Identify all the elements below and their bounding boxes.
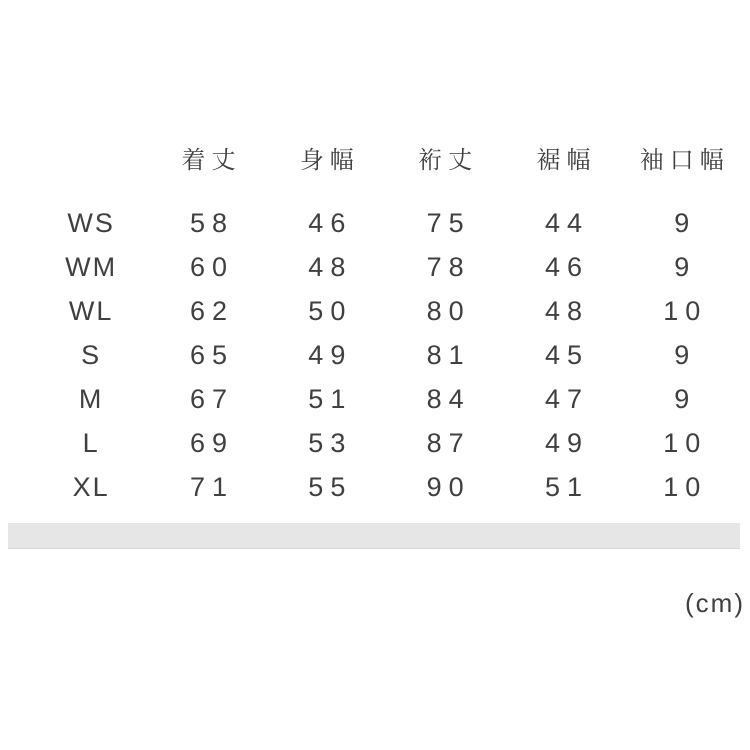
value-cell: 48 (308, 251, 353, 282)
value-cell: 45 (544, 339, 589, 370)
value-cell: 55 (308, 471, 353, 502)
table-row-s (31, 333, 741, 377)
value-cell: 10 (663, 427, 708, 458)
value-cell: 87 (426, 427, 471, 458)
size-label-wl: WL (68, 295, 114, 326)
value-cell: 49 (544, 427, 589, 458)
table-header-row (31, 133, 741, 181)
value-cell: 51 (544, 471, 589, 502)
table-body (31, 201, 741, 509)
table-row-wl (31, 289, 741, 333)
size-label-wm: WM (65, 251, 118, 282)
value-cell: 10 (663, 295, 708, 326)
value-cell: 65 (189, 339, 235, 370)
value-cell: 67 (189, 383, 235, 414)
value-cell: 69 (189, 427, 235, 458)
value-cell: 10 (663, 471, 708, 502)
value-cell: 75 (426, 207, 471, 238)
value-cell: 9 (674, 339, 697, 370)
value-cell: 78 (426, 251, 471, 282)
size-label-ws: WS (67, 207, 115, 238)
table-row-l (31, 421, 741, 465)
column-header-3: 裾幅 (536, 146, 597, 174)
value-cell: 62 (189, 295, 235, 326)
value-cell: 9 (674, 383, 697, 414)
value-cell: 46 (308, 207, 353, 238)
table-row-m (31, 377, 741, 421)
column-header-2: 裄丈 (418, 146, 479, 174)
size-label-xl: XL (72, 471, 110, 502)
size-label-m: M (78, 383, 104, 414)
value-cell: 49 (308, 339, 353, 370)
table-row-xl (31, 465, 741, 509)
value-cell: 9 (674, 207, 697, 238)
divider-bar (8, 523, 740, 549)
value-cell: 48 (544, 295, 589, 326)
value-cell: 44 (544, 207, 589, 238)
column-header-4: 袖口幅 (639, 146, 730, 174)
table-row-ws (31, 201, 741, 245)
value-cell: 60 (189, 251, 235, 282)
table-row-wm (31, 245, 741, 289)
column-header-0: 着丈 (181, 146, 242, 174)
value-cell: 46 (544, 251, 589, 282)
value-cell: 58 (189, 207, 235, 238)
size-chart-table (31, 133, 741, 509)
value-cell: 71 (189, 471, 235, 502)
value-cell: 51 (308, 383, 353, 414)
value-cell: 84 (426, 383, 471, 414)
size-label-l: L (82, 427, 100, 458)
value-cell: 9 (674, 251, 697, 282)
value-cell: 50 (308, 295, 353, 326)
value-cell: 90 (426, 471, 471, 502)
size-label-s: S (81, 339, 102, 370)
value-cell: 81 (426, 339, 471, 370)
column-header-1: 身幅 (299, 146, 360, 174)
value-cell: 80 (426, 295, 471, 326)
unit-label: (cm) (685, 588, 745, 618)
value-cell: 47 (544, 383, 589, 414)
value-cell: 53 (308, 427, 353, 458)
